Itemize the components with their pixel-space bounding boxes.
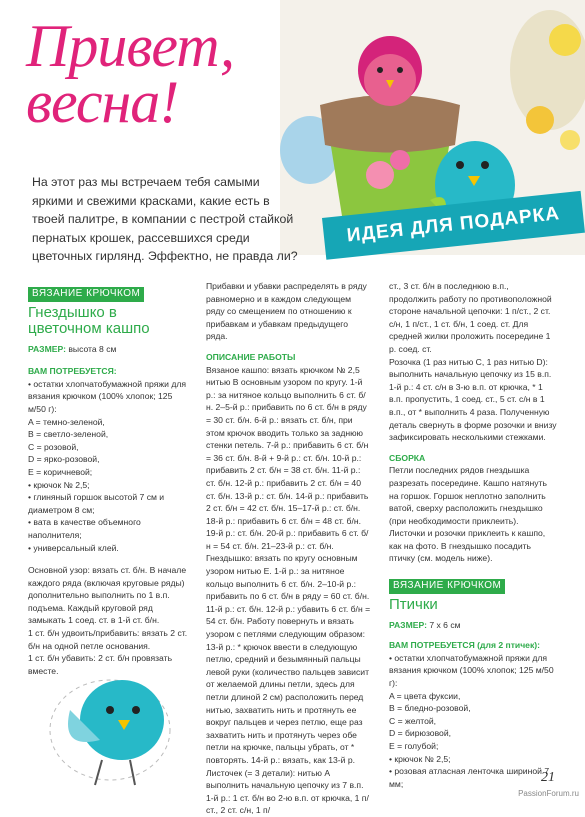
list-item: C = желтой, bbox=[389, 715, 437, 726]
watermark: PassionForum.ru bbox=[518, 789, 579, 798]
list-item: D = бирюзовой, bbox=[389, 728, 452, 739]
paragraph: Петли последних рядов гнездышка разрезать посередине. Кашпо натянуть на горшок. Горшок неплотно заполнить ватой, сверху расположить гнездышко (при необходимости приклеить). Листочки и розочки приклеить к кашпо, как на фото. В гнездышко посадить птичку (см. модель ниже). bbox=[389, 465, 547, 564]
list-item: • розовая атласная ленточка шириной 7 мм; bbox=[389, 766, 550, 789]
paragraph: Розочка (1 раз нитью C, 1 раз нитью D): выполнить начальную цепочку из 15 в.п. 1-й р.: 4 ст. с/н в 3-ю в.п. от крючка, * 1 в.п. пропустить, 1 соед. ст., 5 ст. с/н в 1 в.п., от * выполнить 4 раза. Полученную деталь свернуть в форме розочки и внизу зафиксировать несколькими стежками. bbox=[389, 356, 557, 443]
paragraph: Основной узор: вязать ст. б/н. В начале каждого ряда (включая круговые ряды) дополнительно выполнить по 1 в.п. подъема. Каждый круговой ряд замыкать 1 соед. ст. в 1-й ст. б/н. bbox=[28, 565, 187, 626]
list-item: • крючок № 2,5; bbox=[28, 479, 90, 490]
section-label: ВЯЗАНИЕ КРЮЧКОМ bbox=[389, 579, 505, 594]
list-item: • остатки хлопчатобумажной пряжи для вязания крючком (100% хлопок; 125 м/50 г): bbox=[389, 652, 554, 689]
list-item: • вата в качестве объемного наполнителя; bbox=[28, 517, 141, 540]
intro-text: На этот раз мы встречаем тебя самыми яркими и свежими красками, какие есть в твоей палитре, в компании с пестрой стайкой пернатых крошек, рассевшихся среди цветочных гирлянд. Эффектно, не правда ли? bbox=[32, 175, 298, 263]
list-item: • крючок № 2,5; bbox=[389, 753, 451, 764]
list-item: B = бледно-розовой, bbox=[389, 703, 471, 714]
page-number: 21 bbox=[541, 770, 555, 785]
column-2: Прибавки и убавки распределять в ряду равномерно и в каждом следующем ряду со смещением по отношению к прибавкам и убавкам предыдущего ряда. ОПИСАНИЕ РАБОТЫ Вязаное кашпо: вязать крючком № 2,5 нитью B основным узором по кругу. 1-й р.: за нитяное кольцо выполнить 6 ст. б/н. 2–5-й р.: прибавить по 6 ст. б/н в ряду = 30 ст. б/н. 6-й р.: вязать ст. б/н, при этом крючок вводить только за заднюю стенки петель. 7-й р.: прибавить 6 ст. б/н = 36 ст. б/н. 8-й + 9-й р.: ст. б/н. 10-й р.: прибавить 2 ст. б/н = 38 ст. б/н. 11-й р.: ст. б/н. 12-й р.: прибавить 2 ст. б/н = 40 ст. б/н. 13-й р.: ст. б/н. 14-й р.: прибавить 2 ст. б/н = 42 ст. б/н. 15–17-й р.: ст. б/н. 18-й р.: прибавить 6 ст. б/н = 48 ст. б/н. 19-й р.: ст. б/н. 20-й р.: прибавить 6 ст. б/н = 54 ст. б/н. 21–23-й р.: ст. б/н. Гнездышко: вязать по кругу основным узором нитью E. 1-й р.: за нитяное кольцо выполнить 6 ст. б/н. 2–10-й р.: прибавить по 6 ст. б/н в ряду = 60 ст. б/н. 11-й р.: ст. б/н. 12-й р.: убавить 6 ст. б/н = 54 ст. б/н. Работу повернуть и вязать узором с петлями следующим образом: 13-й р.: * крючок ввести в следующую петлю, средний и безымянный пальцы левой руки (количество пальцев зависит от желаемой длины петли, здесь для петли длиной 2 см) расположить перед нитью, захватить нить и протянуть ее вокруг пальцев и через петлю, еще раз захватить нить и протянуть через обе петли на крючке, пальцы убрать, от * повторять. 14-й р.: вязать, как 13-й р. Листочек (= 3 детали): нитью A выполнить начальную цепочку из 7 в.п. 1-й р.: 1 ст. б/н во 2-ю в.п. от крючка, 1 п/ст., 2 ст. с/н, 1 п/ bbox=[206, 281, 371, 816]
paragraph: Вязаное кашпо: вязать крючком № 2,5 нитью B основным узором по кругу. 1-й р.: за нитяное кольцо выполнить 6 ст. б/н. 2–5-й р.: прибавить по 6 ст. б/н в ряду = 30 ст. б/н. 6-й р.: вязать ст. б/н, при этом крючок вводить только за заднюю стенки петель. 7-й р.: прибавить 6 ст. б/н = 36 ст. б/н. 8-й + 9-й р.: ст. б/н. 10-й р.: прибавить 2 ст. б/н = 38 ст. б/н. 11-й р.: ст. б/н. 12-й р.: прибавить 2 ст. б/н = 40 ст. б/н. 13-й р.: ст. б/н. 14-й р.: прибавить 2 ст. б/н = 42 ст. б/н. 15–17-й р.: ст. б/н. 18-й р.: прибавить 6 ст. б/н = 48 ст. б/н. 19-й р.: ст. б/н. 20-й р.: прибавить 6 ст. б/н = 54 ст. б/н. 21–23-й р.: ст. б/н. bbox=[206, 364, 369, 551]
section-heading: Птички bbox=[389, 595, 438, 613]
list-item: A = темно-зеленой, bbox=[28, 416, 105, 427]
section-heading: Гнездышко в цветочном кашпо bbox=[28, 303, 150, 337]
list-item: A = цвета фуксии, bbox=[389, 690, 461, 701]
page-title: Привет, весна! bbox=[26, 13, 235, 135]
gift-idea-banner: ИДЕЯ ДЛЯ ПОДАРКА bbox=[322, 191, 585, 260]
bird-illustration bbox=[40, 660, 180, 800]
list-item: E = голубой; bbox=[389, 741, 439, 751]
list-item: • остатки хлопчатобумажной пряжи для вязания крючком (100% хлопок; 125 м/50 г): bbox=[28, 378, 187, 414]
paragraph: 1 ст. б/н удвоить/прибавить: вязать 2 ст. б/н на одной петле основания. bbox=[28, 628, 188, 651]
paragraph: Листочек (= 3 детали): нитью A выполнить начальную цепочку из 7 в.п. 1-й р.: 1 ст. б/н во 2-ю в.п. от крючка, 1 п/ст., 2 ст. с/н, 1 п/ bbox=[206, 767, 369, 816]
list-item: • универсальный клей. bbox=[28, 542, 119, 553]
paragraph: Прибавки и убавки распределять в ряду равномерно и в каждом следующем ряду со смещением по отношению к прибавкам и убавкам предыдущего ряда. bbox=[206, 281, 367, 342]
paragraph: ст., 3 ст. б/н в последнюю в.п., продолжить работу по противоположной стороне начальной цепочки: 1 п/ст., 2 ст. с/н, 1 п/ст., 1 ст. б/н, 1 соед. ст. Для средней жилки проложить посередине 1 р. соед. ст. bbox=[389, 281, 552, 354]
list-item: C = розовой, bbox=[28, 441, 79, 452]
list-item: • глиняный горшок высотой 7 см и диаметром 8 см; bbox=[28, 492, 165, 515]
paragraph: Гнездышко: вязать по кругу основным узором нитью E. 1-й р.: за нитяное кольцо выполнить 6 ст. б/н. 2–10-й р.: прибавить по 6 ст. б/н в ряду = 60 ст. б/н. 11-й р.: ст. б/н. 12-й р.: убавить 6 ст. б/н = 54 ст. б/н. Работу повернуть и вязать узором с петлями следующим образом: 13-й р.: * крючок ввести в следующую петлю, средний и безымянный пальцы левой руки (количество пальцев зависит от желаемой длины петли, здесь для петли длиной 2 см) расположить перед нитью, захватить нить и протянуть ее вокруг пальцев и через петлю, еще раз захватить нить и протянуть через обе петли на крючке, пальцы убрать, от * повторять. 14-й р.: вязать, как 13-й р. bbox=[206, 553, 371, 765]
list-item: E = коричневой; bbox=[28, 466, 93, 477]
section-label: ВЯЗАНИЕ КРЮЧКОМ bbox=[28, 287, 144, 302]
paragraph: 1 ст. б/н убавить: 2 ст. б/н провязать вместе. bbox=[28, 653, 173, 676]
list-item: D = ярко-розовой, bbox=[28, 454, 100, 465]
column-3: ст., 3 ст. б/н в последнюю в.п., продолжить работу по противоположной стороне начальной цепочки: 1 п/ст., 2 ст. с/н, 1 п/ст., 1 ст. б/н, 1 соед. ст. Для средней жилки проложить посередине 1 р. соед. ст. Розочка (1 раз нитью C, 1 раз нитью D): выполнить начальную цепочку из 15 в.п. 1-й р.: 4 ст. с/н в 3-ю в.п. от крючка, * 1 в.п. пропустить, 1 соед. ст., 5 ст. с/н в 1 в.п., от * выполнить 4 раза. Полученную деталь свернуть в форме розочки и внизу зафиксировать несколькими стежками. СБОРКА Петли последних рядов гнездышка разрезать посередине. Кашпо натянуть на горшок. Горшок неплотно заполнить ватой, сверху расположить гнездышко (при необходимости приклеить). Листочки и розочки приклеить к кашпо, как на фото. В гнездышко посадить птичку (см. модель ниже). ВЯЗАНИЕ КРЮЧКОМ Птички РАЗМЕР: 7 х 6 см ВАМ ПОТРЕБУЕТСЯ (для 2 птичек): • остатки хлопчатобумажной пряжи для вязания крючком (100% хлопок; 125 м/50 г): A = цвета фуксии, B = бледно-розовой, C = желтой, D = бирюзовой, E = голубой; • крючок № 2,5; • розовая атласная ленточка шириной 7 мм; bbox=[389, 281, 557, 789]
list-item: B = светло-зеленой, bbox=[28, 429, 109, 440]
column-1: ВЯЗАНИЕ КРЮЧКОМ Гнездышко в цветочном кашпо РАЗМЕР: высота 8 см ВАМ ПОТРЕБУЕТСЯ: • остатки хлопчатобумажной пряжи для вязания крючком (100% хлопок; 125 м/50 г): A = темно-зеленой, B = светло-зеленой, C = розовой, D = ярко-розовой, E = коричневой; • крючок № 2,5; • глиняный горшок высотой 7 см и диаметром 8 см; • вата в качестве объемного наполнителя; • универсальный клей. Основной узор: вязать ст. б/н. В начале каждого ряда (включая круговые ряды) дополнительно выполнить по 1 в.п. подъема. Каждый круговой ряд замыкать 1 соед. ст. в 1-й ст. б/н. 1 ст. б/н удвоить/прибавить: вязать 2 ст. б/н на одной петле основания. 1 ст. б/н убавить: 2 ст. б/н провязать вместе. bbox=[28, 288, 188, 676]
